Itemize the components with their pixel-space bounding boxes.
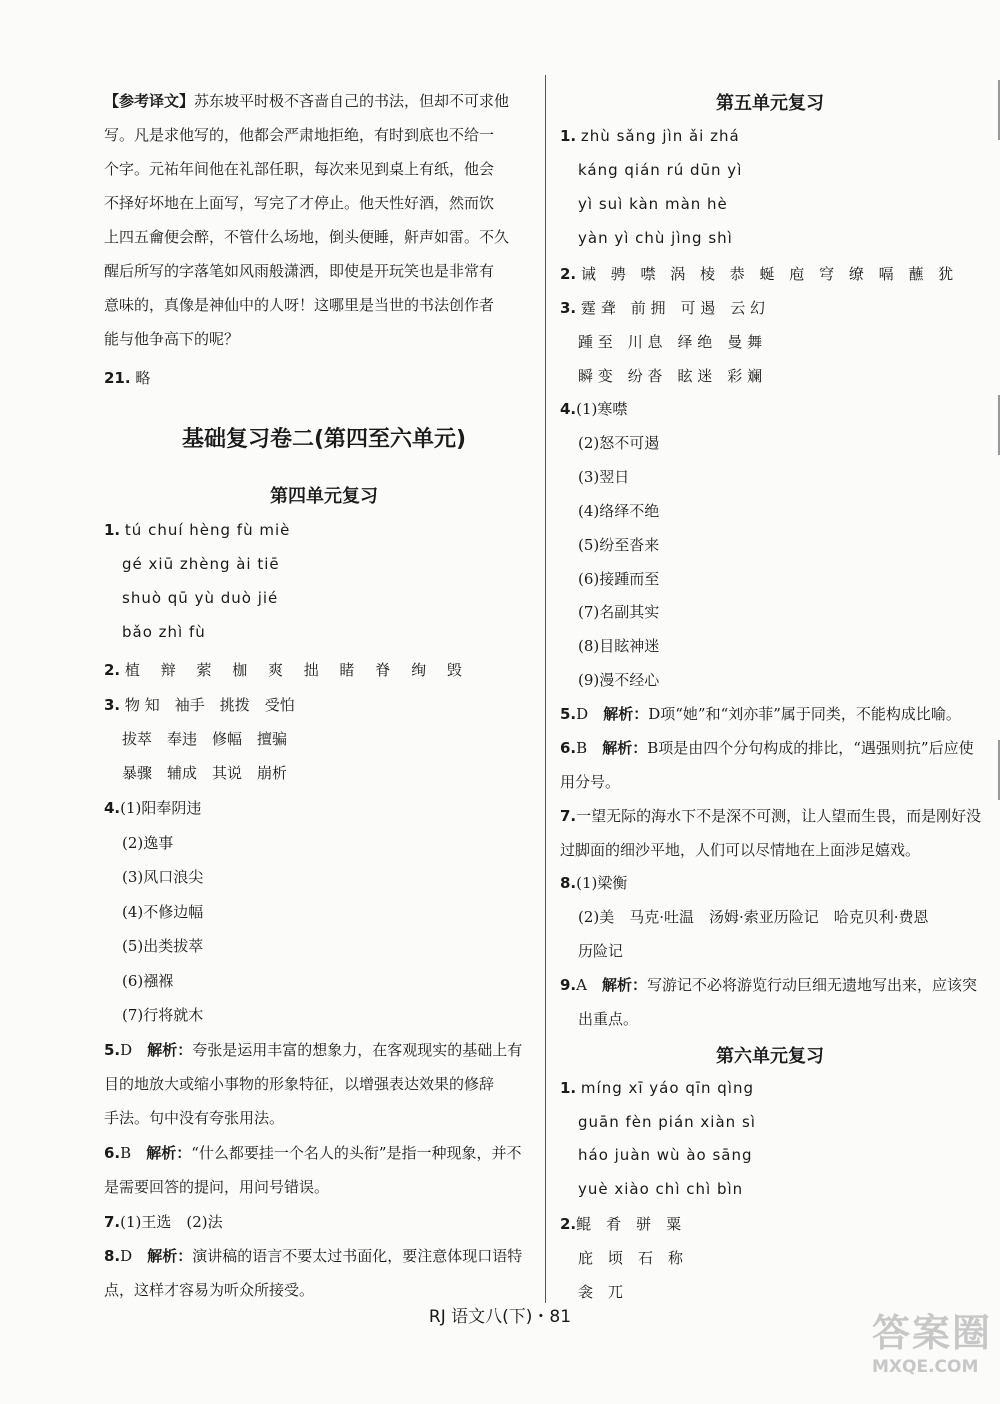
reference-text: 能与他争高下的呢？ (104, 330, 240, 348)
section-title-unit6: 第六单元复习 (716, 1046, 824, 1067)
question-number: 5. (104, 1041, 121, 1059)
question-number: 2. (560, 265, 577, 283)
question-number: 3. (104, 696, 121, 714)
answer-item: (4)络绎不绝 (578, 502, 660, 520)
analysis-label: 解析： (602, 976, 648, 994)
reference-text: 写。凡是求他写的，他都会严肃地拒绝，有时到底也不给一 (104, 126, 495, 144)
u4-q6 (104, 1142, 522, 1163)
u5-q4 (560, 398, 627, 419)
u6-q2 (560, 1213, 681, 1234)
answer-item: (2)怒不可遏 (578, 434, 660, 452)
column-divider (545, 75, 546, 1303)
answer-item: (5)出类拔萃 (122, 937, 204, 955)
question-number: 1. (560, 1079, 577, 1097)
section-title-unit5: 第五单元复习 (716, 93, 824, 114)
reference-text: 醒后所写的字落笔如风雨般潇洒，即使是开玩笑也是非常有 (104, 262, 495, 280)
watermark-logo (872, 1310, 992, 1392)
question-number: 1. (104, 521, 121, 539)
u5-q2 (560, 263, 958, 284)
u6-q1 (560, 1079, 754, 1097)
pinyin-line: káng qián rú dūn yì (578, 161, 743, 179)
answer-text: 暴骤 辅成 其说 崩析 (122, 764, 288, 782)
analysis-text: 目的地放大或缩小事物的形象特征，以增强表达效果的修辞 (104, 1075, 495, 1093)
answer-text: (2)美 马克·吐温 汤姆·索亚历险记 哈克贝利·费恩 (578, 908, 929, 926)
pinyin-line: yàn yì chù jìng shì (578, 229, 733, 247)
question-number: 8. (104, 1247, 121, 1265)
watermark-url: MXQE.COM (872, 1357, 979, 1377)
question-number: 6. (560, 739, 577, 757)
u4-q2 (104, 659, 470, 680)
question-number: 1. (560, 127, 577, 145)
pinyin-line: shuò qū yù duò jié (122, 589, 279, 607)
reference-text: 意味的，真像是神仙中的人呀！这哪里是当世的书法创作者 (104, 296, 495, 314)
answer-text: (1)王选 (2)法 (120, 1213, 223, 1231)
question-number: 2. (104, 661, 121, 679)
answer-text: 庇 顷 石 称 (578, 1249, 684, 1267)
pinyin-line: zhù sǎng jìn ǎi zhá (580, 127, 740, 145)
reference-text: 个字。元祐年间他在礼部任职，每次来见到桌上有纸，他会 (104, 160, 495, 178)
u4-q1 (104, 521, 290, 539)
answer-choice: B (120, 1144, 132, 1162)
pinyin-line: yuè xiào chì chì bìn (578, 1180, 744, 1198)
reference-text: 不择好坏地在上面写，写完了才停止。他天性好酒，然而饮 (104, 194, 495, 212)
answer-choice: B (576, 739, 588, 757)
answer-item: (2)逸事 (122, 834, 174, 852)
analysis-text: 是需要回答的提问，用问号错误。 (104, 1178, 330, 1196)
question-number: 4. (560, 400, 577, 418)
answer-text: 过脚面的细沙平地，人们可以尽情地在上面涉足嬉戏。 (560, 841, 921, 859)
reference-text: 上四五龠便会醉，不管什么场地，倒头便睡，鼾声如雷。不久 (104, 228, 510, 246)
u5-q7 (560, 805, 981, 826)
analysis-text: 出重点。 (578, 1010, 639, 1028)
question-number: 4. (104, 799, 121, 817)
question-number: 7. (104, 1213, 121, 1231)
answer-item: (3)风口浪尖 (122, 868, 204, 886)
question-21 (104, 367, 150, 388)
answer-item: (7)名副其实 (578, 603, 660, 621)
u4-q8 (104, 1245, 522, 1266)
answer-text: 历险记 (578, 942, 624, 960)
answer-item: (4)不修边幅 (122, 903, 204, 921)
analysis-label: 解析： (146, 1144, 192, 1162)
u5-q9 (560, 974, 977, 995)
section-title-unit4: 第四单元复习 (270, 486, 378, 507)
answer-text: 鲲 肴 骈 粟 (576, 1215, 682, 1233)
question-number: 8. (560, 874, 577, 892)
u5-q6 (560, 737, 974, 758)
pinyin-line: guān fèn pián xiàn sì (578, 1113, 756, 1131)
pinyin-line: tú chuí hèng fù miè (124, 521, 291, 539)
reference-text: 苏东坡平时极不吝啬自己的书法，但却不可求他 (194, 92, 510, 110)
answer-choice: D (120, 1247, 133, 1265)
exam-title: 基础复习卷二(第四至六单元) (181, 427, 467, 452)
pinyin-line: míng xī yáo qīn qìng (580, 1079, 755, 1097)
answer-item: (5)纷至沓来 (578, 536, 660, 554)
answer-text: 瞬 变 纷 沓 眩 迷 彩 斓 (578, 367, 763, 385)
question-number: 21. (104, 369, 131, 387)
answer-text: 一望无际的海水下不是深不可测，让人望而生畏，而是刚好没 (576, 807, 982, 825)
analysis-text: 演讲稿的语言不要太过书面化，要注意体现口语特 (192, 1247, 523, 1265)
answer-choice: D (576, 705, 589, 723)
answer-text: 物 知 袖手 挑拨 受怕 (124, 696, 295, 714)
u4-q5 (104, 1039, 522, 1060)
answer-choice: D (120, 1041, 133, 1059)
answer-item: (3)翌日 (578, 468, 630, 486)
analysis-text: 点，这样才容易为听众所接受。 (104, 1281, 315, 1299)
answer-item: (1)阳奉阴违 (120, 799, 202, 817)
reference-translation-label: 【参考译文】 (104, 92, 195, 110)
question-number: 5. (560, 705, 577, 723)
answer-text: 衾 兀 (578, 1283, 624, 1301)
analysis-label: 解析： (603, 705, 649, 723)
analysis-label: 解析： (147, 1247, 193, 1265)
u5-q8 (560, 872, 627, 893)
u4-q7 (104, 1211, 223, 1232)
answer-item: (9)漫不经心 (578, 671, 660, 689)
answer-text: 霆 聋 前 拥 可 遏 云 幻 (580, 299, 765, 317)
answer-text: 踵 至 川 息 绎 绝 曼 舞 (578, 333, 763, 351)
question-number: 2. (560, 1215, 577, 1233)
watermark-logo-text: 答案圈 (872, 1311, 993, 1355)
answer-text: 植 辩 萦 枷 爽 拙 睹 脊 绚 毁 (124, 661, 470, 679)
answer-text: 诫 骋 噤 涡 棱 恭 蜒 庖 穹 缭 嗝 蘸 犹 (580, 265, 959, 283)
analysis-text: 写游记不必将游览行动巨细无遗地写出来，应该突 (647, 976, 978, 994)
analysis-text: “什么都要挂一个名人的头衔”是指一种现象，并不 (191, 1144, 522, 1162)
question-number: 3. (560, 299, 577, 317)
u4-q4 (104, 797, 201, 818)
analysis-text: D项“她”和“刘亦菲”属于同类，不能构成比喻。 (648, 705, 961, 723)
analysis-label: 解析： (602, 739, 648, 757)
u5-q1 (560, 127, 740, 145)
u5-q3 (560, 297, 765, 318)
question-number: 7. (560, 807, 577, 825)
pinyin-line: háo juàn wù ào sāng (578, 1146, 753, 1164)
analysis-text: 手法。句中没有夸张用法。 (104, 1109, 285, 1127)
u5-q5 (560, 703, 961, 724)
reference-translation-line (104, 90, 509, 111)
answer-choice: A (576, 976, 587, 994)
analysis-text: B项是由四个分句构成的排比，“遇强则抗”后应使 (647, 739, 974, 757)
answer-item: (6)襁褓 (122, 972, 174, 990)
question-number: 6. (104, 1144, 121, 1162)
page-footer: RJ 语文八(下)・81 (428, 1307, 572, 1327)
u4-q3 (104, 694, 295, 715)
answer-text: 略 (135, 369, 151, 387)
analysis-label: 解析： (147, 1041, 193, 1059)
question-number: 9. (560, 976, 577, 994)
analysis-text: 用分号。 (560, 773, 621, 791)
analysis-text: 夸张是运用丰富的想象力，在客观现实的基础上有 (192, 1041, 523, 1059)
answer-item: (6)接踵而至 (578, 570, 660, 588)
pinyin-line: yì suì kàn màn hè (578, 195, 728, 213)
answer-text: (1)梁衡 (576, 874, 628, 892)
answer-item: (8)目眩神迷 (578, 637, 660, 655)
answer-item: (7)行将就木 (122, 1006, 204, 1024)
answer-item: (1)寒噤 (576, 400, 628, 418)
pinyin-line: gé xiū zhèng ài tiē (122, 555, 280, 573)
pinyin-line: bǎo zhì fù (122, 623, 206, 641)
answer-text: 拔萃 奉违 修幅 擅骗 (122, 730, 288, 748)
